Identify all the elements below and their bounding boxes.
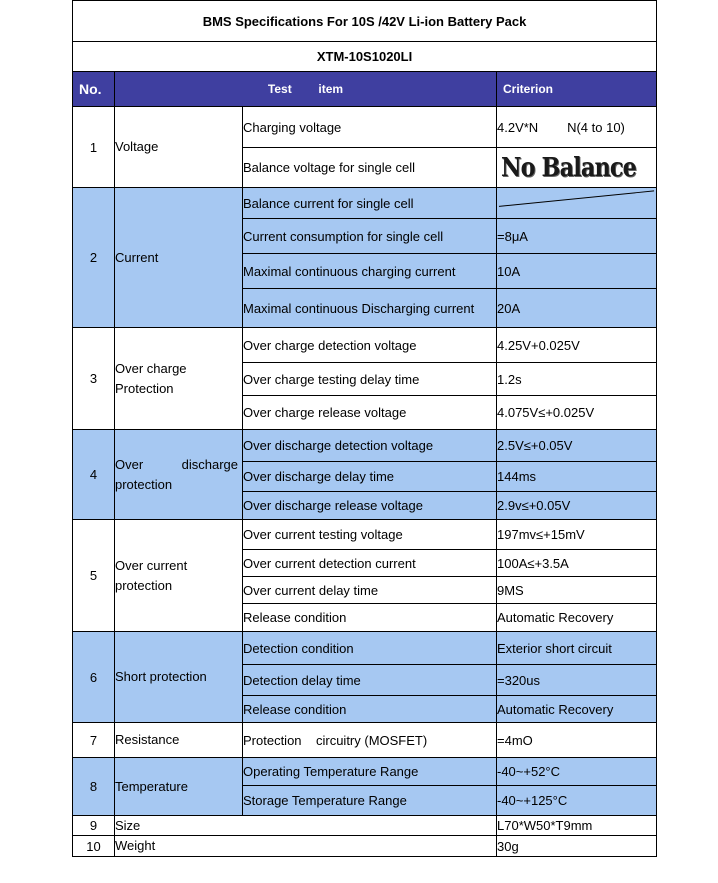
criterion-value: 9MS xyxy=(497,577,657,604)
row-number: 8 xyxy=(73,758,115,816)
bms-spec-table xyxy=(72,0,657,857)
row-number: 3 xyxy=(73,328,115,430)
row-category: Over discharge protection xyxy=(115,430,243,520)
test-item: Over charge detection voltage xyxy=(243,328,497,363)
criterion-value: L70*W50*T9mm xyxy=(497,816,657,836)
table-row xyxy=(73,758,657,786)
test-item: Release condition xyxy=(243,604,497,632)
row-category: Resistance xyxy=(115,723,243,758)
test-item: Over discharge delay time xyxy=(243,462,497,492)
title-row xyxy=(73,1,657,42)
criterion-value: 100A≤+3.5A xyxy=(497,550,657,577)
table-row xyxy=(73,723,657,758)
table-row xyxy=(73,836,657,857)
table-row xyxy=(73,188,657,219)
no-balance-text: No Balance xyxy=(501,152,637,183)
criterion-value: -40~+125°C xyxy=(497,786,657,816)
criterion-value: Exterior short circuit xyxy=(497,632,657,665)
row-number: 10 xyxy=(73,836,115,857)
test-item: Over current testing voltage xyxy=(243,520,497,550)
table-row xyxy=(73,430,657,462)
criterion-value: =4mO xyxy=(497,723,657,758)
diagonal-slash xyxy=(497,188,656,218)
row-number: 6 xyxy=(73,632,115,723)
header-criterion: Criterion xyxy=(497,72,657,107)
test-item: Over discharge detection voltage xyxy=(243,430,497,462)
test-item: Over charge release voltage xyxy=(243,396,497,430)
criterion-value: =320us xyxy=(497,665,657,696)
row-category: Over current protection xyxy=(115,520,243,632)
test-item: Over discharge release voltage xyxy=(243,492,497,520)
no-balance-stamp xyxy=(497,148,657,188)
model-number: XTM-10S1020LI xyxy=(73,42,657,72)
criterion-value: 1.2s xyxy=(497,363,657,396)
criterion-value: 10A xyxy=(497,254,657,289)
table-row xyxy=(73,107,657,148)
test-item: Over current delay time xyxy=(243,577,497,604)
row-category: Size xyxy=(115,816,497,836)
test-item: Protection circuitry (MOSFET) xyxy=(243,723,497,758)
criterion-value: 30g xyxy=(497,836,657,857)
row-category: Weight xyxy=(115,836,497,857)
test-item: Detection condition xyxy=(243,632,497,665)
table-row xyxy=(73,632,657,665)
table-row xyxy=(73,816,657,836)
criterion-value: Automatic Recovery xyxy=(497,604,657,632)
header-no: No. xyxy=(73,72,115,107)
row-category: Voltage xyxy=(115,107,243,188)
test-item: Operating Temperature Range xyxy=(243,758,497,786)
test-item: Maximal continuous charging current xyxy=(243,254,497,289)
criterion-value: 144ms xyxy=(497,462,657,492)
test-item: Maximal continuous Discharging current xyxy=(243,289,497,328)
test-item: Over charge testing delay time xyxy=(243,363,497,396)
row-category: Short protection xyxy=(115,632,243,723)
criterion-value: 20A xyxy=(497,289,657,328)
criterion-value: 4.2V*N N(4 to 10) xyxy=(497,107,657,148)
table-row xyxy=(73,328,657,363)
criterion-value: 4.075V≤+0.025V xyxy=(497,396,657,430)
criterion-value: -40~+52°C xyxy=(497,758,657,786)
test-item: Balance voltage for single cell xyxy=(243,148,497,188)
row-category: Temperature xyxy=(115,758,243,816)
test-item: Current consumption for single cell xyxy=(243,219,497,254)
header-row xyxy=(73,72,657,107)
row-number: 9 xyxy=(73,816,115,836)
row-number: 4 xyxy=(73,430,115,520)
criterion-value: =8μA xyxy=(497,219,657,254)
criterion-value: 4.25V+0.025V xyxy=(497,328,657,363)
model-row xyxy=(73,42,657,72)
test-item: Release condition xyxy=(243,696,497,723)
test-item: Balance current for single cell xyxy=(243,188,497,219)
test-item: Charging voltage xyxy=(243,107,497,148)
criterion-value: 197mv≤+15mV xyxy=(497,520,657,550)
document-title: BMS Specifications For 10S /42V Li-ion Battery Pack xyxy=(73,1,657,42)
test-item: Over current detection current xyxy=(243,550,497,577)
criterion-value: 2.5V≤+0.05V xyxy=(497,430,657,462)
row-category: Over charge Protection xyxy=(115,328,243,430)
row-number: 2 xyxy=(73,188,115,328)
criterion-value xyxy=(497,188,657,219)
row-number: 1 xyxy=(73,107,115,188)
row-number: 5 xyxy=(73,520,115,632)
row-category: Current xyxy=(115,188,243,328)
criterion-value: 2.9v≤+0.05V xyxy=(497,492,657,520)
criterion-value: Automatic Recovery xyxy=(497,696,657,723)
test-item: Detection delay time xyxy=(243,665,497,696)
header-test-item: Test item xyxy=(115,72,497,107)
row-number: 7 xyxy=(73,723,115,758)
table-row xyxy=(73,520,657,550)
test-item: Storage Temperature Range xyxy=(243,786,497,816)
